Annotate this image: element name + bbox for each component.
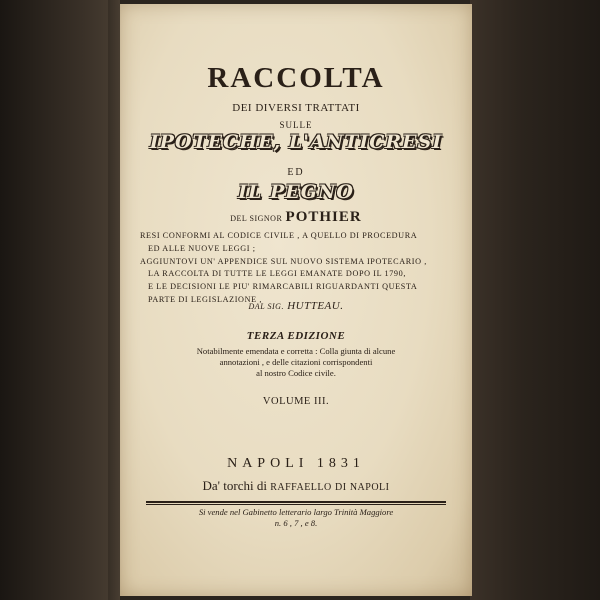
subtitle-1: DEI DIVERSI TRATTATI: [232, 102, 360, 114]
description-block: [140, 230, 460, 307]
imprint-city-year: NAPOLI 1831: [227, 456, 365, 471]
book-cover-right: [470, 0, 600, 600]
title-page: [120, 4, 472, 596]
printer-city: NAPOLI: [349, 482, 390, 493]
description-line: E LE DECISIONI LE PIU' RIMARCABILI RIGUARDANTI QUESTA: [148, 282, 418, 292]
notes-line: annotazioni , e delle citazioni corrispondenti: [219, 357, 373, 367]
printer-prefix: Da' torchi di: [202, 478, 267, 493]
author-prefix: DEL SIGNOR: [230, 214, 283, 223]
description-line: AGGIUNTOVI UN' APPENDICE SUL NUOVO SISTEMA IPOTECARIO ,: [140, 256, 427, 266]
author-line: [120, 209, 472, 226]
description-line: RESI CONFORMI AL CODICE CIVILE , A QUELLO DI PROCEDURA: [140, 231, 418, 240]
author-name: POTHIER: [285, 209, 362, 225]
editor-line: [120, 300, 472, 312]
notes-line: Notabilmente emendata e corretta : Colla giunta di alcune: [196, 346, 396, 356]
subject-1: IPOTECHE, L'ANTICRESI: [149, 131, 443, 153]
notes-line: al nostro Codice civile.: [256, 368, 336, 378]
printer-name: RAFFAELLO: [270, 482, 332, 493]
subject-2: IL PEGNO: [238, 181, 354, 203]
divider-rule: [146, 501, 446, 503]
sale-notice: [120, 507, 472, 529]
sale-line: n. 6 , 7 , e 8.: [274, 518, 318, 528]
book-title: RACCOLTA: [207, 62, 385, 94]
editor-name: HUTTEAU.: [287, 300, 344, 312]
notes-block: [120, 346, 472, 379]
book-cover-left: [0, 0, 120, 600]
sale-line: Si vende nel Gabinetto letterario largo Trinità Maggiore: [198, 507, 394, 517]
printer-connector: DI: [335, 482, 347, 493]
volume-number: VOLUME III.: [262, 396, 330, 407]
connector-ed: ED: [287, 167, 305, 178]
subtitle-2: SULLE: [279, 120, 313, 130]
edition: TERZA EDIZIONE: [246, 330, 346, 342]
description-line: PARTE DI LEGISLAZIONE ,: [148, 294, 262, 304]
printer-line: [120, 478, 472, 494]
description-line: LA RACCOLTA DI TUTTE LE LEGGI EMANATE DOPO IL 1790,: [148, 269, 406, 279]
description-line: ED ALLE NUOVE LEGGI ;: [148, 243, 256, 253]
divider-rule-thin: [146, 504, 446, 505]
page-fold-shadow: [108, 0, 122, 600]
editor-prefix: DAL SIG.: [248, 302, 284, 311]
